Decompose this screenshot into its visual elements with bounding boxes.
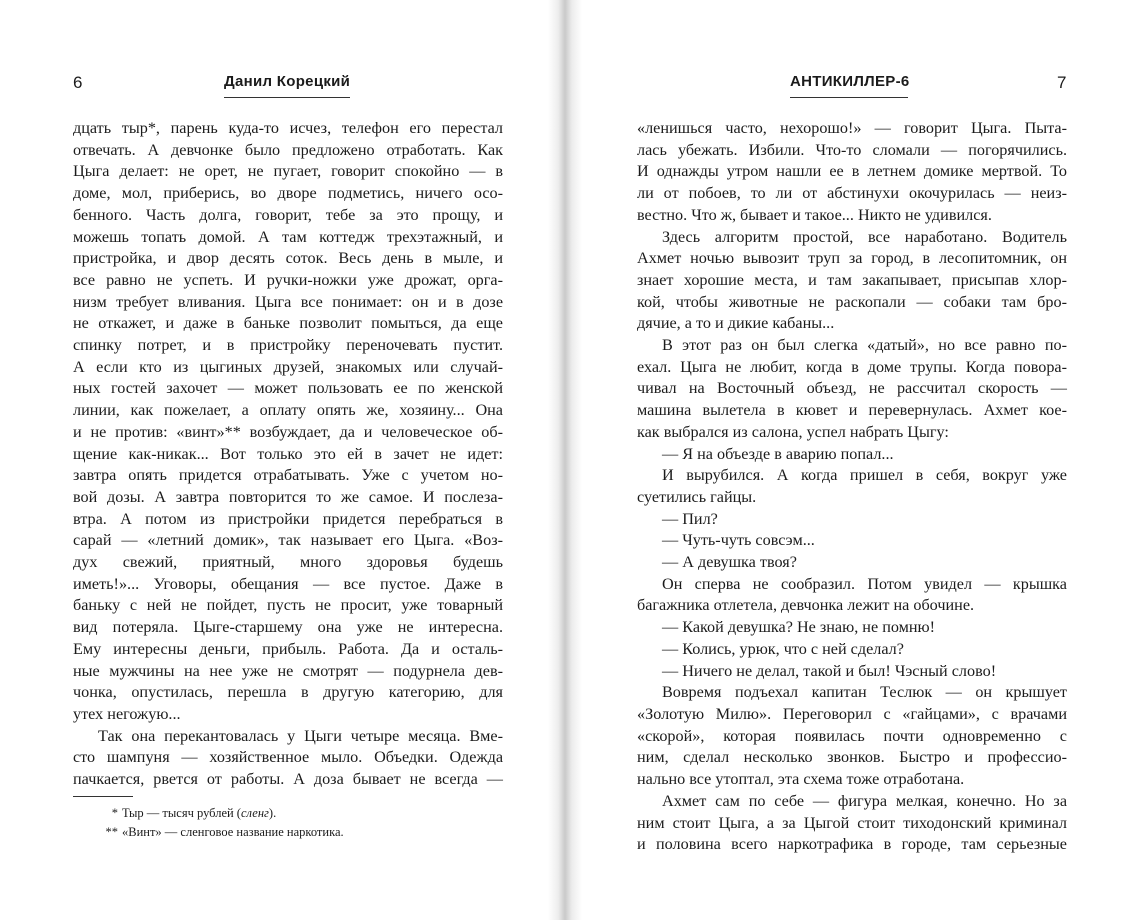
text-line: ные мужчины на нее уже не смотрят — подурнела дев- — [73, 661, 503, 680]
text-line: — Чуть-чуть совсэм... — [662, 531, 815, 550]
text-line: дух свежий, приятный, много здоровья будешь — [73, 553, 503, 572]
text-line: ных гостей захочет — может пользовать ее по женской — [73, 379, 503, 398]
text-line: И вырубился. А когда пришел в себя, вокруг уже — [662, 466, 1067, 485]
text-line: иметь!»... Уговоры, обещания — все пустое. Даже в — [73, 574, 503, 593]
text-line: В этот раз он был слегка «датый», но все равно по- — [662, 336, 1067, 355]
text-line: ли от побоев, то ли от абстинухи окочурилась — неиз- — [637, 184, 1067, 203]
footnote-rule — [73, 796, 133, 797]
text-line: ним, сделал несколько звонков. Быстро и профессио- — [637, 748, 1067, 767]
text-line: как выбрался из салона, успел набрать Цыгу: — [637, 422, 949, 441]
text-line: все равно не успеть. И ручки-ножки уже дрожат, орга- — [73, 270, 503, 289]
text-line: ехал. Цыга не любит, когда в доме трупы. Когда повора- — [637, 357, 1067, 376]
text-line: Ему интересны деньги, прибыль. Работа. Да и осталь- — [73, 639, 503, 658]
text-line: Ахмет ночью вывозит труп за город, в лесопитомник, он — [637, 249, 1067, 268]
text-line: Цыга делает: не орет, не пугает, говорит спокойно — в — [73, 162, 503, 181]
text-line: суетились гайцы. — [637, 487, 757, 506]
text-line: ним стоит Цыга, а за Цыгой стоит тиходонский криминал — [637, 813, 1067, 832]
text-line: сто шампуня — хозяйственное мыло. Объедки. Одежда — [73, 748, 503, 767]
footnote — [100, 823, 344, 842]
footnote — [100, 804, 344, 823]
text-line: утех негожую... — [73, 704, 181, 723]
text-line: Он сперва не сообразил. Потом увидел — крышка — [662, 574, 1067, 593]
text-line: спинку потрет, и в пристройку переночевать пустит. — [73, 336, 503, 355]
right-body-text — [637, 118, 1067, 856]
text-line: и не против: «винт»** возбуждает, да и человеческое об- — [73, 422, 503, 441]
text-line: — Пил? — [662, 509, 718, 528]
text-line: «скорой», которая появилась почти одновременно с — [637, 726, 1067, 745]
text-line: вестно. Что ж, бывает и такое... Никто не удивился. — [637, 205, 992, 224]
footnote-mark: * — [111, 806, 118, 820]
text-line: лась убежать. Избили. Что-то сломали — погорячились. — [637, 140, 1067, 159]
left-page-number: 6 — [73, 73, 83, 92]
text-line: пачкается, рвется от работы. А доза бывает не всегда — — [73, 770, 503, 789]
text-line: Так она перекантовалась у Цыги четыре месяца. Вме- — [98, 726, 503, 745]
text-line: багажника отлетела, девчонка лежит на обочине. — [637, 596, 975, 615]
text-line: чонка, опустилась, перешла в другую категорию, для — [73, 683, 503, 702]
text-line: И однажды утром нашли ее в летнем домике мертвой. То — [637, 162, 1067, 181]
left-header-rule — [224, 97, 350, 98]
text-line: низм требует вливания. Цыга все понимает: он и в дозе — [73, 292, 503, 311]
text-line: — Я на объезде в аварию попал... — [662, 444, 894, 463]
text-line: «Золотую Милю». Переговорил с «гайцами», с врачами — [637, 704, 1067, 723]
text-line: отвечать. А девчонке было предложено отработать. Как — [73, 140, 503, 159]
left-body-text — [73, 118, 503, 791]
text-line: — Ничего не делал, такой и был! Чэсный слово! — [662, 661, 997, 680]
text-line: А если кто из цыгиных друзей, знакомых или случай- — [73, 357, 503, 376]
footnote-text: Тыр — тысяч рублей (сленг). — [122, 806, 277, 820]
right-page-number: 7 — [1057, 73, 1067, 92]
text-line: — Какой девушка? Не знаю, не помню! — [662, 618, 936, 637]
right-running-head: АНТИКИЛЛЕР-6 — [790, 73, 910, 90]
text-line: щение как-никак... Вот только это ей в зачет не идет: — [73, 444, 503, 463]
text-line: дячие, а то и дикие кабаны... — [637, 314, 835, 333]
text-line: сарай — «летний домик», так называет его Цыга. «Воз- — [73, 531, 503, 550]
text-line: баньку с ней не пойдет, пусть не просит, уже товарный — [73, 596, 503, 615]
text-line: знает хорошие места, и там закапывает, присыпав хлор- — [637, 270, 1067, 289]
text-line: кой, чтобы животные не раскопали — собаки там бро- — [637, 292, 1067, 311]
text-line: чивал на Восточный объезд, не рассчитал скорость — — [637, 379, 1067, 398]
book-gutter — [548, 0, 582, 920]
footnote-mark: ** — [105, 825, 118, 839]
text-line: завтра опять придется отрабатывать. Уже с учетом но- — [73, 466, 503, 485]
footnotes — [100, 804, 344, 842]
text-line: Здесь алгоритм простой, все наработано. Водитель — [662, 227, 1067, 246]
text-line: доме, мол, приберись, во дворе подметись, ничего осо- — [73, 184, 503, 203]
text-line: вой дозы. А завтра повторится то же самое. И послеза- — [73, 487, 503, 506]
text-line: можешь топать домой. А там коттедж трехэтажный, и — [73, 227, 503, 246]
text-line: — Колись, урюк, что с ней сделал? — [662, 639, 904, 658]
left-running-head: Данил Корецкий — [224, 73, 351, 90]
text-line: втра. А потом из пристройки придется перебраться в — [73, 509, 503, 528]
text-line: дцать тыр*, парень куда-то исчез, телефон его перестал — [73, 119, 503, 137]
footnote-text: «Винт» — сленговое название наркотика. — [122, 825, 344, 839]
text-line: бенного. Часть долга, говорит, тебе за это прощу, и — [73, 205, 503, 224]
text-line: «ленишься часто, нехорошо!» — говорит Цыга. Пыта- — [637, 119, 1067, 137]
text-line: и половина всего наркотрафика в городе, там серьезные — [637, 835, 1067, 854]
right-header-rule — [790, 97, 908, 98]
text-line: вид потеряла. Цыге-старшему она уже не интересна. — [73, 618, 503, 637]
text-line: нально все утоптал, эта схема тоже отработана. — [637, 770, 965, 789]
text-line: — А девушка твоя? — [662, 553, 797, 572]
text-line: Ахмет сам по себе — фигура мелкая, конечно. Но за — [662, 791, 1067, 810]
text-line: машина вылетела в кювет и перевернулась. Ахмет кое- — [637, 401, 1067, 420]
text-line: пристройка, и двор десять соток. Весь день в мыле, и — [73, 249, 503, 268]
text-line: не откажет, и даже в баньке позволит помыться, да еще — [73, 314, 503, 333]
text-line: Вовремя подъехал капитан Теслюк — он крышует — [662, 683, 1067, 702]
text-line: линии, как пожелает, а оплату опять же, хозяину... Она — [73, 401, 503, 420]
